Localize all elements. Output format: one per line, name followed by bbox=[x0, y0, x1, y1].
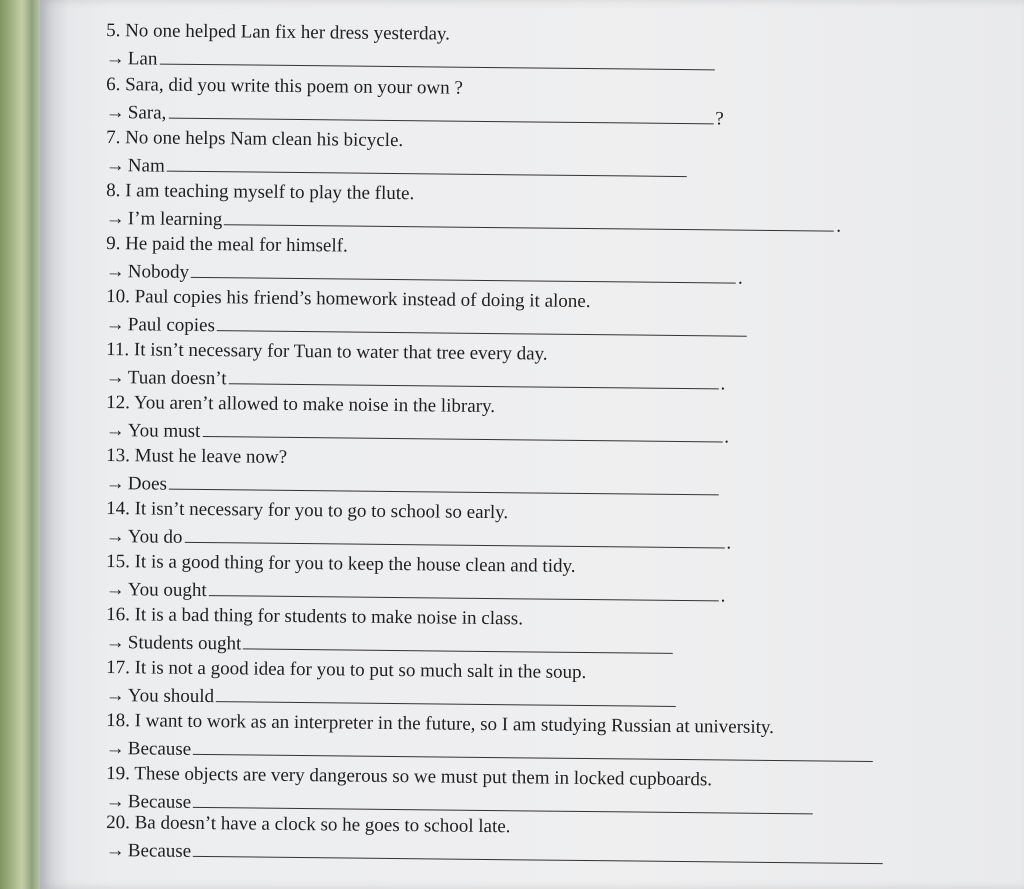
answer-blank[interactable] bbox=[184, 522, 724, 549]
exercise-number: 16. bbox=[106, 604, 131, 626]
answer-end-punctuation: . bbox=[737, 267, 743, 289]
exercise-number: 12. bbox=[106, 392, 131, 414]
arrow-icon: → bbox=[105, 47, 125, 70]
exercise-number: 20. bbox=[106, 812, 131, 834]
answer-prompt: Because bbox=[127, 840, 192, 862]
arrow-icon: → bbox=[105, 101, 125, 124]
exercise-number: 17. bbox=[106, 657, 131, 679]
arrow-icon: → bbox=[105, 313, 125, 336]
question-text: He paid the meal for himself. bbox=[125, 233, 348, 257]
exercise-item bbox=[106, 127, 926, 185]
exercise-number: 7. bbox=[106, 127, 121, 149]
question-text: No one helped Lan fix her dress yesterday. bbox=[125, 20, 451, 45]
answer-prompt: You ought bbox=[127, 579, 207, 602]
exercise-item bbox=[106, 498, 926, 556]
answer-end-punctuation: . bbox=[836, 215, 842, 237]
exercise-item bbox=[106, 339, 926, 397]
answer-end-punctuation: . bbox=[720, 373, 726, 395]
question-text: It is a bad thing for students to make noise in class. bbox=[134, 604, 524, 630]
exercise-item bbox=[106, 286, 926, 344]
exercise-item bbox=[106, 604, 926, 662]
question-text: It isn’t necessary for you to go to school so early. bbox=[134, 498, 509, 524]
exercise-number: 15. bbox=[106, 551, 131, 573]
answer-blank[interactable] bbox=[167, 151, 687, 177]
book-binding bbox=[0, 0, 40, 889]
answer-blank[interactable] bbox=[202, 416, 722, 442]
answer-blank[interactable] bbox=[159, 44, 714, 71]
arrow-icon: → bbox=[105, 419, 125, 442]
exercise-item bbox=[106, 74, 926, 132]
arrow-icon: → bbox=[105, 366, 125, 389]
arrow-icon: → bbox=[105, 207, 125, 230]
arrow-icon: → bbox=[105, 839, 125, 862]
question-text: Ba doesn’t have a clock so he goes to school late. bbox=[134, 812, 511, 838]
arrow-icon: → bbox=[105, 525, 125, 548]
answer-prompt: Nobody bbox=[127, 261, 190, 283]
answer-blank[interactable] bbox=[217, 310, 747, 337]
exercise-item bbox=[106, 180, 926, 238]
exercise-item bbox=[106, 812, 926, 870]
exercise-number: 19. bbox=[106, 763, 131, 785]
arrow-icon: → bbox=[105, 790, 125, 813]
exercise-item bbox=[106, 392, 926, 450]
answer-blank[interactable] bbox=[191, 257, 736, 284]
answer-prompt: Tuan doesn’t bbox=[127, 367, 227, 390]
exercise-item bbox=[106, 445, 926, 503]
answer-blank[interactable] bbox=[229, 363, 719, 389]
answer-blank[interactable] bbox=[243, 628, 673, 654]
exercise-number: 5. bbox=[106, 20, 121, 42]
exercise-number: 6. bbox=[106, 74, 121, 96]
question-text: Must he leave now? bbox=[134, 445, 288, 468]
exercise-item bbox=[106, 233, 926, 291]
exercise-number: 14. bbox=[106, 498, 131, 520]
answer-prompt: You do bbox=[127, 526, 183, 548]
answer-end-punctuation: . bbox=[724, 426, 730, 448]
answer-blank[interactable] bbox=[209, 575, 719, 601]
arrow-icon: → bbox=[105, 472, 125, 495]
answer-prompt: Students ought bbox=[127, 632, 242, 655]
answer-prompt: You must bbox=[127, 420, 201, 442]
exercise-item bbox=[106, 657, 926, 715]
question-text: No one helps Nam clean his bicycle. bbox=[125, 127, 404, 152]
exercise-item bbox=[106, 763, 926, 821]
exercise-item bbox=[106, 551, 926, 609]
arrow-icon: → bbox=[105, 737, 125, 760]
exercise-number: 11. bbox=[106, 339, 130, 361]
arrow-icon: → bbox=[105, 154, 125, 177]
answer-prompt: Because bbox=[127, 791, 192, 813]
question-text: It is not a good idea for you to put so much salt in the soup. bbox=[134, 657, 587, 684]
question-text: You aren’t allowed to make noise in the library. bbox=[133, 392, 496, 418]
question-text: These objects are very dangerous so we must put them in locked cupboards. bbox=[134, 763, 713, 791]
arrow-icon: → bbox=[105, 684, 125, 707]
answer-prompt: Sara, bbox=[127, 102, 167, 124]
exercise-item bbox=[106, 710, 926, 768]
arrow-icon: → bbox=[105, 260, 125, 283]
question-text: Paul copies his friend’s homework instead of doing it alone. bbox=[134, 286, 591, 313]
exercise-number: 18. bbox=[106, 710, 131, 732]
question-text: I am teaching myself to play the flute. bbox=[125, 180, 415, 205]
question-text: Sara, did you write this poem on your own ? bbox=[125, 74, 463, 99]
arrow-icon: → bbox=[105, 578, 125, 601]
answer-prompt: Paul copies bbox=[127, 314, 216, 337]
answer-prompt: You should bbox=[127, 685, 215, 708]
question-text: It is a good thing for you to keep the house clean and tidy. bbox=[134, 551, 576, 577]
exercise-number: 13. bbox=[106, 445, 131, 467]
answer-prompt: Because bbox=[127, 738, 192, 760]
answer-blank[interactable] bbox=[216, 681, 676, 707]
answer-end-punctuation: . bbox=[726, 532, 732, 554]
answer-blank[interactable] bbox=[168, 98, 713, 125]
answer-blank[interactable] bbox=[169, 469, 719, 496]
arrow-icon: → bbox=[105, 631, 125, 654]
exercise-number: 10. bbox=[106, 286, 131, 308]
question-text: I want to work as an interpreter in the future, so I am studying Russian at university. bbox=[134, 710, 775, 738]
answer-prompt: Nam bbox=[127, 155, 165, 177]
exercise-number: 8. bbox=[106, 180, 121, 202]
exercise-number: 9. bbox=[106, 233, 121, 255]
answer-end-punctuation: ? bbox=[715, 108, 724, 130]
exercise-item bbox=[106, 20, 926, 78]
question-text: It isn’t necessary for Tuan to water that tree every day. bbox=[133, 339, 548, 365]
answer-prompt: Does bbox=[127, 473, 168, 495]
answer-prompt: Lan bbox=[127, 48, 158, 70]
answer-prompt: I’m learning bbox=[127, 208, 223, 231]
answer-end-punctuation: . bbox=[720, 585, 726, 607]
